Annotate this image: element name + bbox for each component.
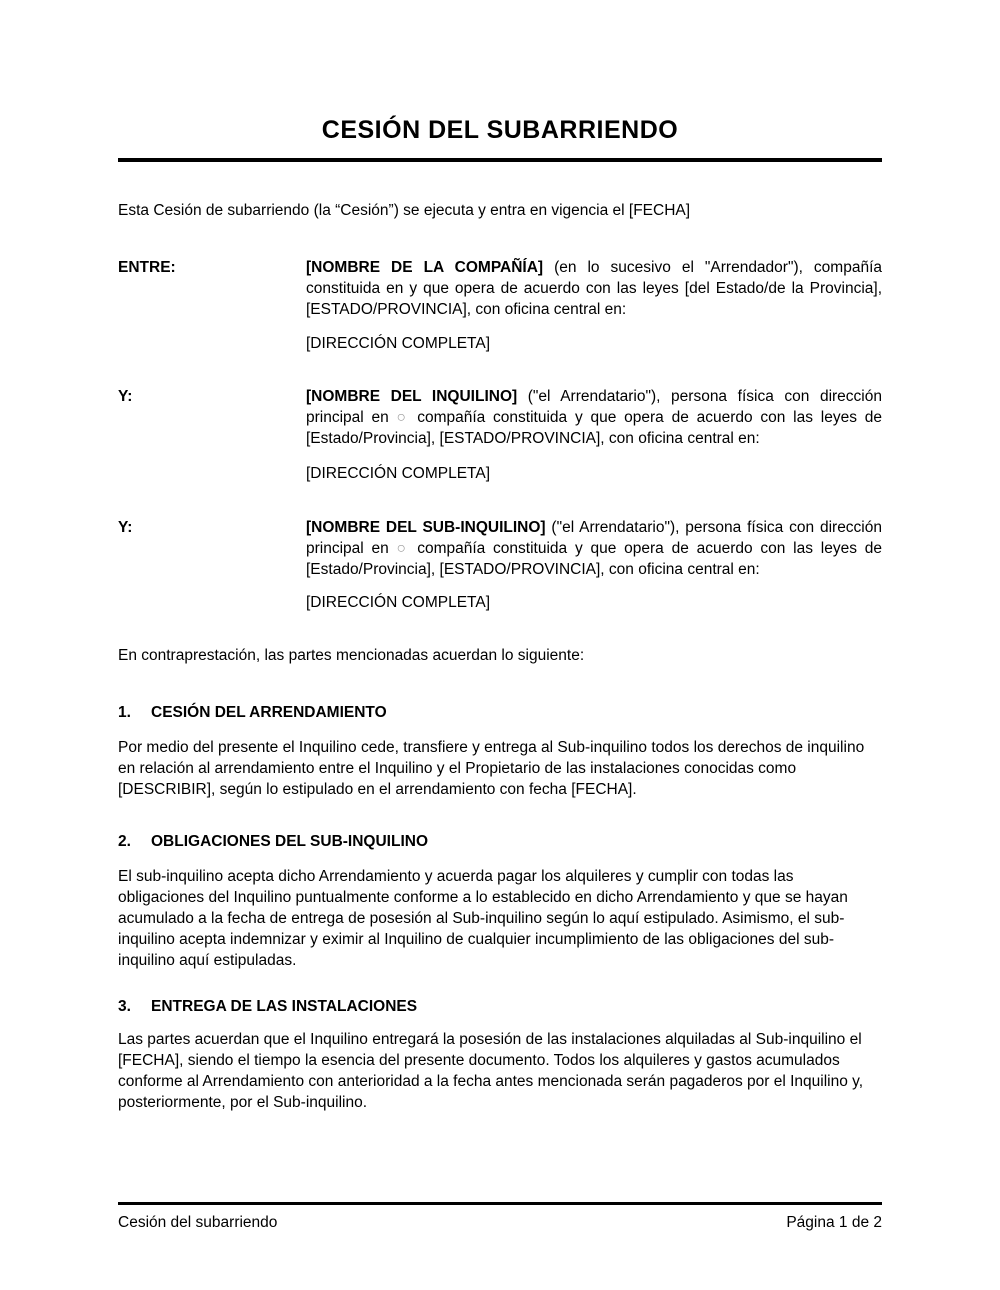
footer-page-number: Página 1 de 2: [786, 1214, 882, 1231]
section-body: El sub-inquilino acepta dicho Arrendamiento y acuerda pagar los alquileres y cumplir con todas las obligaciones del Inquilino puntualmente conforme a lo establecido en dicho Arrendamiento y que se hayan acumulado a la fecha de entrega de posesión al Sub-inquilino según lo aquí estipulado. Asimismo, el sub-inquilino acepta indemnizar y eximir al Inquilino de cualquier incumplimiento de las obligaciones del sub-inquilino aquí estipuladas.: [118, 868, 848, 969]
party-block-inquilino: [118, 386, 882, 484]
party-name: [NOMBRE DEL INQUILINO]: [306, 388, 518, 405]
section-number: 3.: [118, 998, 131, 1015]
section-2: [118, 831, 882, 971]
intro-paragraph: Esta Cesión de subarriendo (la “Cesión”) se ejecuta y entra en vigencia el [FECHA]: [118, 202, 691, 219]
party-body: [306, 257, 882, 354]
section-heading-text: CESIÓN DEL ARRENDAMIENTO: [151, 704, 387, 721]
party-address: [DIRECCIÓN COMPLETA]: [306, 335, 491, 352]
party-block-subinquilino: [118, 517, 882, 613]
section-body: Por medio del presente el Inquilino cede, transfiere y entrega al Sub-inquilino todos los derechos de inquilino en relación al arrendamiento entre el Inquilino y el Propietario de las instalaciones conocidas como [DESCRIBIR], según lo estipulado en el arrendamiento con fecha [FECHA].: [118, 739, 865, 798]
section-heading: [118, 831, 882, 852]
party-label: Y:: [118, 519, 133, 536]
section-1: [118, 702, 882, 800]
footer-document-name: Cesión del subarriendo: [118, 1214, 278, 1231]
section-number: 2.: [118, 833, 131, 850]
section-body: Las partes acuerdan que el Inquilino entregará la posesión de las instalaciones alquiladas al Sub-inquilino el [FECHA], siendo el tiempo la esencia del presente documento. Todos los alquileres y gastos acumulados conforme al Arrendamiento con anterioridad a la fecha antes mencionada serán pagaderos por el Inquilino y, posteriormente, por el Sub-inquilino.: [118, 1031, 864, 1111]
party-text-pre: ("el Arrendatario"), persona física con dirección principal en: [306, 519, 882, 557]
party-label: Y:: [118, 388, 133, 405]
section-heading: [118, 702, 882, 723]
party-text-post: compañía constituida y que opera de acuerdo con las leyes de [Estado/Provincia], [ESTADO/PROVINCIA], con oficina central en:: [306, 540, 883, 578]
party-name: [NOMBRE DE LA COMPAÑÍA]: [306, 259, 544, 276]
option-circle-icon: ○: [396, 409, 410, 426]
party-text-pre: (en lo sucesivo el "Arrendador"), compañía constituida en y que opera de acuerdo con las leyes [del Estado/de la Provincia], [ESTADO/PROVINCIA], con oficina central en:: [306, 259, 882, 318]
party-address: [DIRECCIÓN COMPLETA]: [306, 465, 491, 482]
section-heading-text: OBLIGACIONES DEL SUB-INQUILINO: [151, 833, 429, 850]
party-text: [306, 386, 882, 449]
page-footer: [118, 1202, 882, 1233]
party-text-post: compañía constituida y que opera de acuerdo con las leyes de [Estado/Provincia], [ESTADO/PROVINCIA], con oficina central en:: [306, 409, 883, 447]
party-text: [306, 517, 882, 580]
option-circle-icon: ○: [396, 540, 410, 557]
section-heading: [118, 996, 882, 1017]
party-label: ENTRE:: [118, 259, 176, 276]
party-text: [306, 257, 882, 320]
party-address: [DIRECCIÓN COMPLETA]: [306, 594, 491, 611]
section-number: 1.: [118, 704, 131, 721]
party-block-entre: [118, 257, 882, 354]
section-3: [118, 996, 882, 1113]
party-body: [306, 386, 882, 484]
document-content: [0, 117, 1000, 1113]
consideration-paragraph: En contraprestación, las partes mencionadas acuerdan lo siguiente:: [118, 647, 585, 664]
section-heading-text: ENTREGA DE LAS INSTALACIONES: [151, 998, 418, 1015]
party-text-pre: ("el Arrendatario"), persona física con dirección principal en: [306, 388, 882, 426]
title-rule: [118, 158, 882, 162]
document-title: CESIÓN DEL SUBARRIENDO: [321, 116, 679, 144]
party-body: [306, 517, 882, 613]
party-name: [NOMBRE DEL SUB-INQUILINO]: [306, 519, 546, 536]
